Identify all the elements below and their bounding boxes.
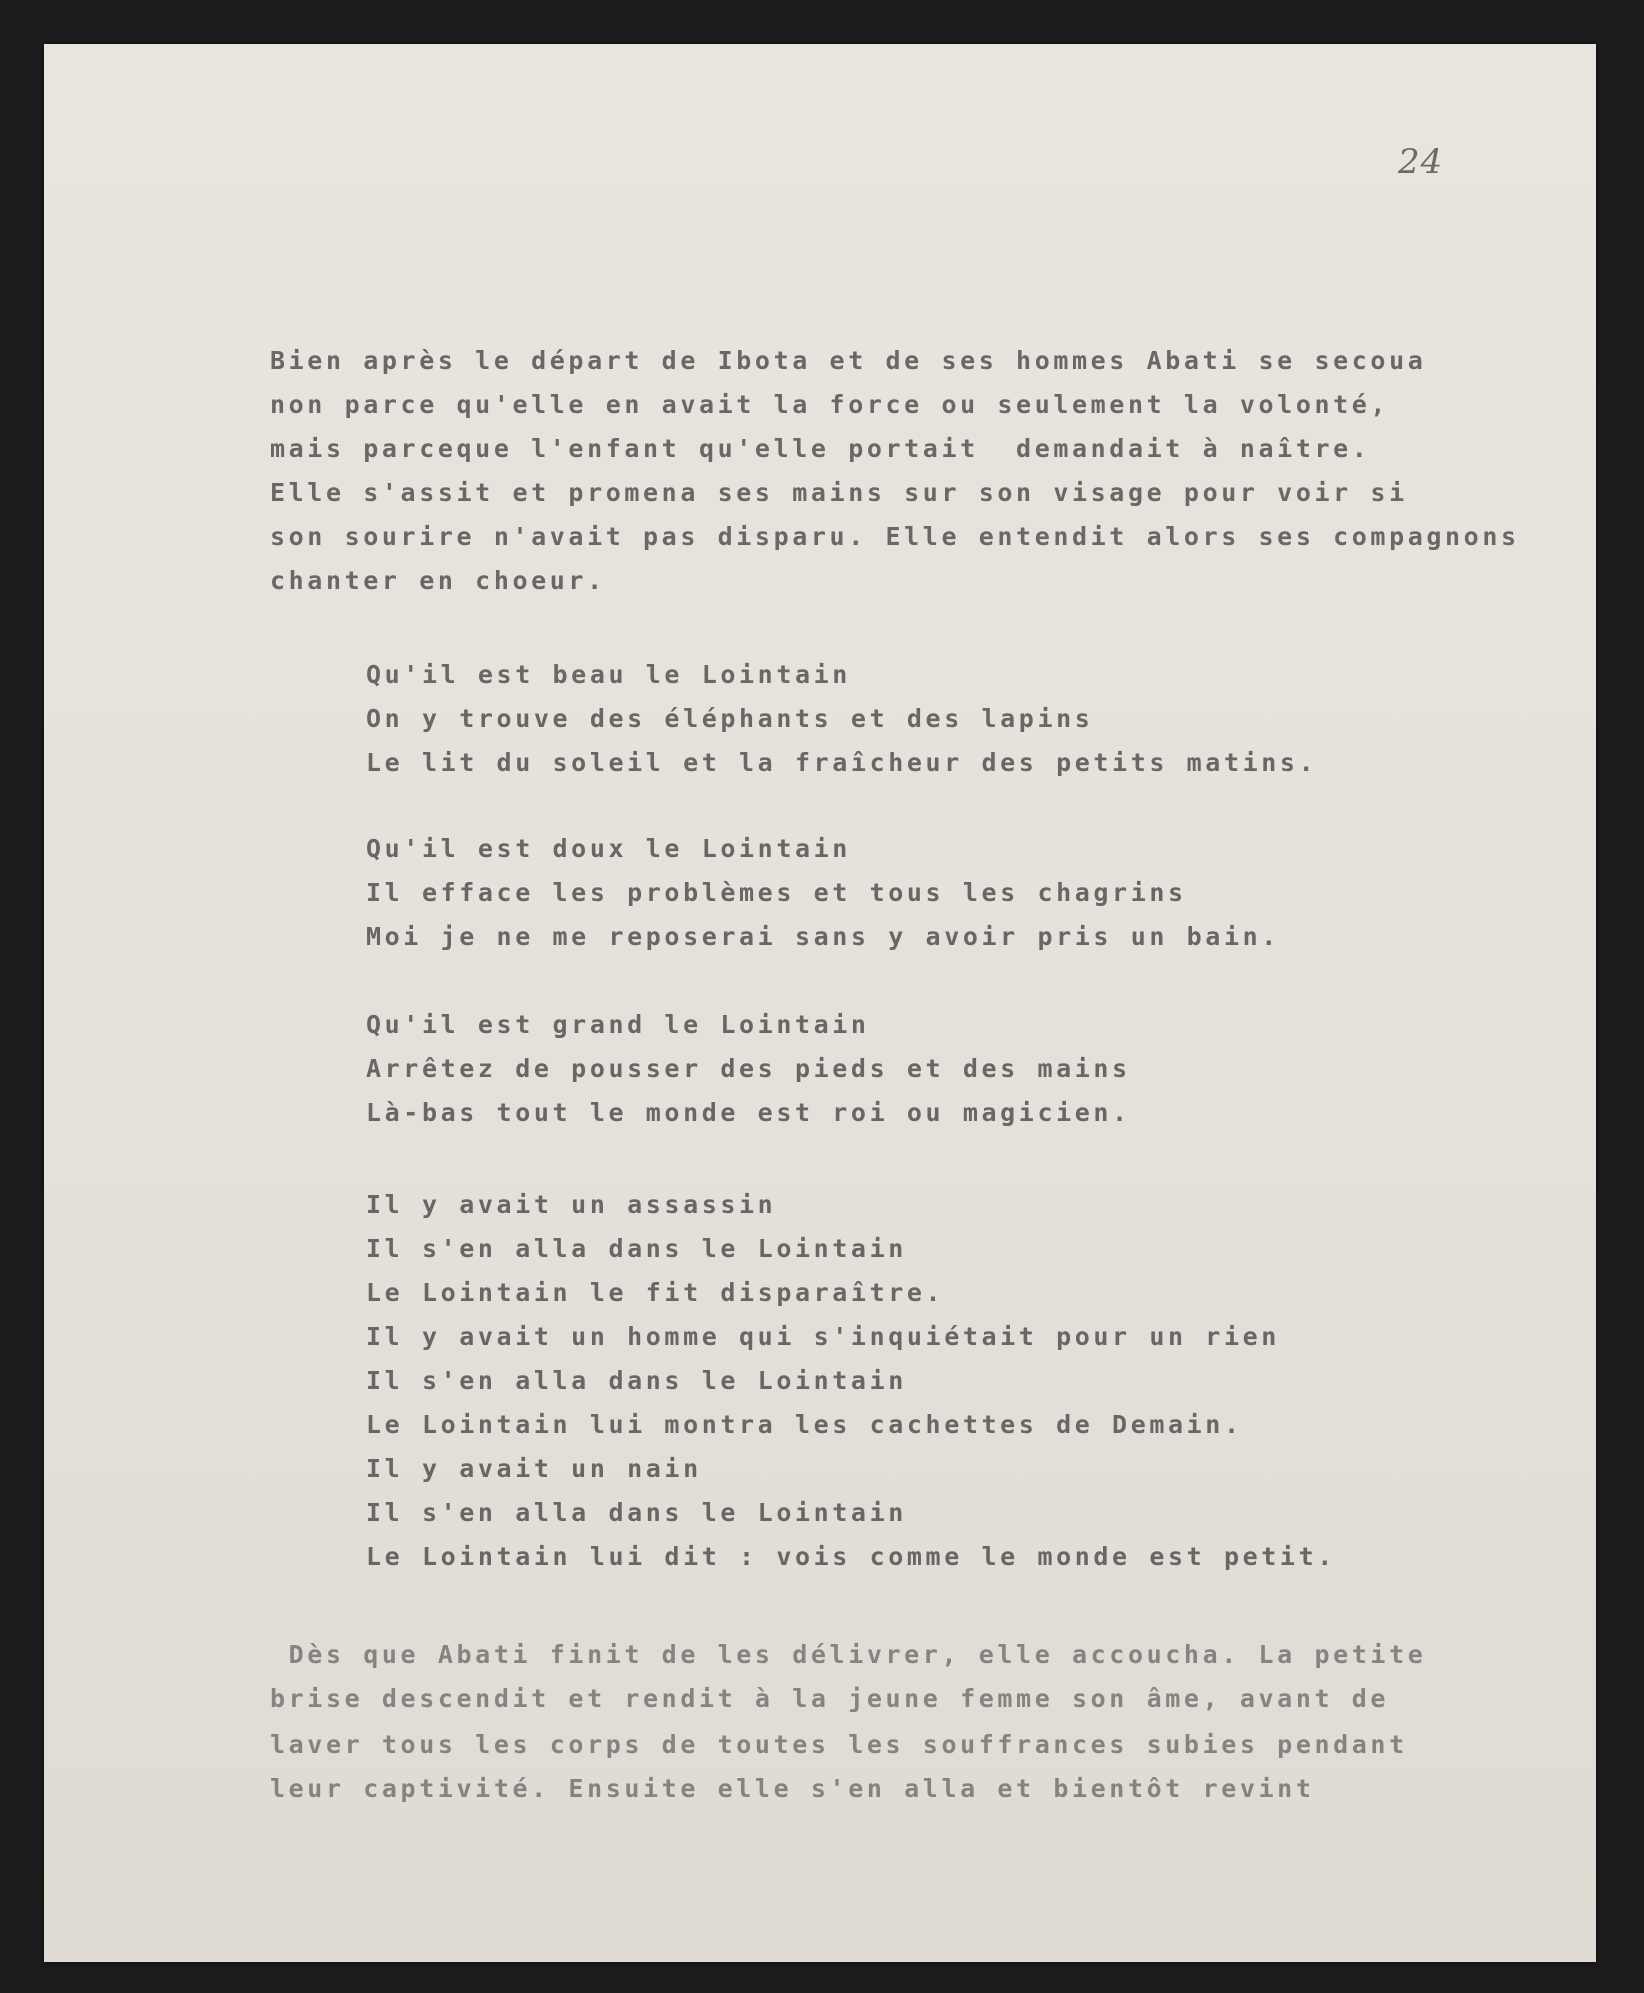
- text-line: mais parceque l'enfant qu'elle portait demandait à naître.: [270, 434, 1371, 463]
- text-line: brise descendit et rendit à la jeune femme son âme, avant de: [270, 1684, 1390, 1713]
- text-line: non parce qu'elle en avait la force ou seulement la volonté,: [270, 390, 1390, 419]
- verse-line: Il efface les problèmes et tous les chagrins: [366, 878, 1187, 907]
- typewritten-page: [44, 44, 1596, 1962]
- verse-line: Là-bas tout le monde est roi ou magicien.: [366, 1098, 1131, 1127]
- text-line: leur captivité. Ensuite elle s'en alla et bientôt revint: [270, 1774, 1315, 1803]
- text-line: Bien après le départ de Ibota et de ses hommes Abati se secoua: [270, 346, 1427, 375]
- verse-line: Il y avait un homme qui s'inquiétait pour un rien: [366, 1322, 1280, 1351]
- verse-line: Il s'en alla dans le Lointain: [366, 1234, 907, 1263]
- text-line: laver tous les corps de toutes les souffrances subies pendant: [270, 1730, 1408, 1759]
- verse-line: Il s'en alla dans le Lointain: [366, 1366, 907, 1395]
- text-line: Elle s'assit et promena ses mains sur son visage pour voir si: [270, 478, 1408, 507]
- verse-line: Le Lointain lui montra les cachettes de Demain.: [366, 1410, 1243, 1439]
- verse-line: Qu'il est beau le Lointain: [366, 660, 851, 689]
- verse-line: Il y avait un assassin: [366, 1190, 777, 1219]
- verse-line: Le lit du soleil et la fraîcheur des petits matins.: [366, 748, 1318, 777]
- text-line: son sourire n'avait pas disparu. Elle entendit alors ses compagnons: [270, 522, 1520, 551]
- verse-line: Il y avait un nain: [366, 1454, 702, 1483]
- verse-line: On y trouve des éléphants et des lapins: [366, 704, 1094, 733]
- verse-line: Arrêtez de pousser des pieds et des mains: [366, 1054, 1131, 1083]
- text-line: Dès que Abati finit de les délivrer, elle accoucha. La petite: [270, 1640, 1427, 1669]
- page-number: 24: [1398, 142, 1444, 182]
- verse-line: Le Lointain le fit disparaître.: [366, 1278, 945, 1307]
- verse-line: Moi je ne me reposerai sans y avoir pris un bain.: [366, 922, 1280, 951]
- verse-line: Qu'il est grand le Lointain: [366, 1010, 870, 1039]
- verse-line: Qu'il est doux le Lointain: [366, 834, 851, 863]
- text-line: chanter en choeur.: [270, 566, 606, 595]
- verse-line: Le Lointain lui dit : vois comme le monde est petit.: [366, 1542, 1336, 1571]
- verse-line: Il s'en alla dans le Lointain: [366, 1498, 907, 1527]
